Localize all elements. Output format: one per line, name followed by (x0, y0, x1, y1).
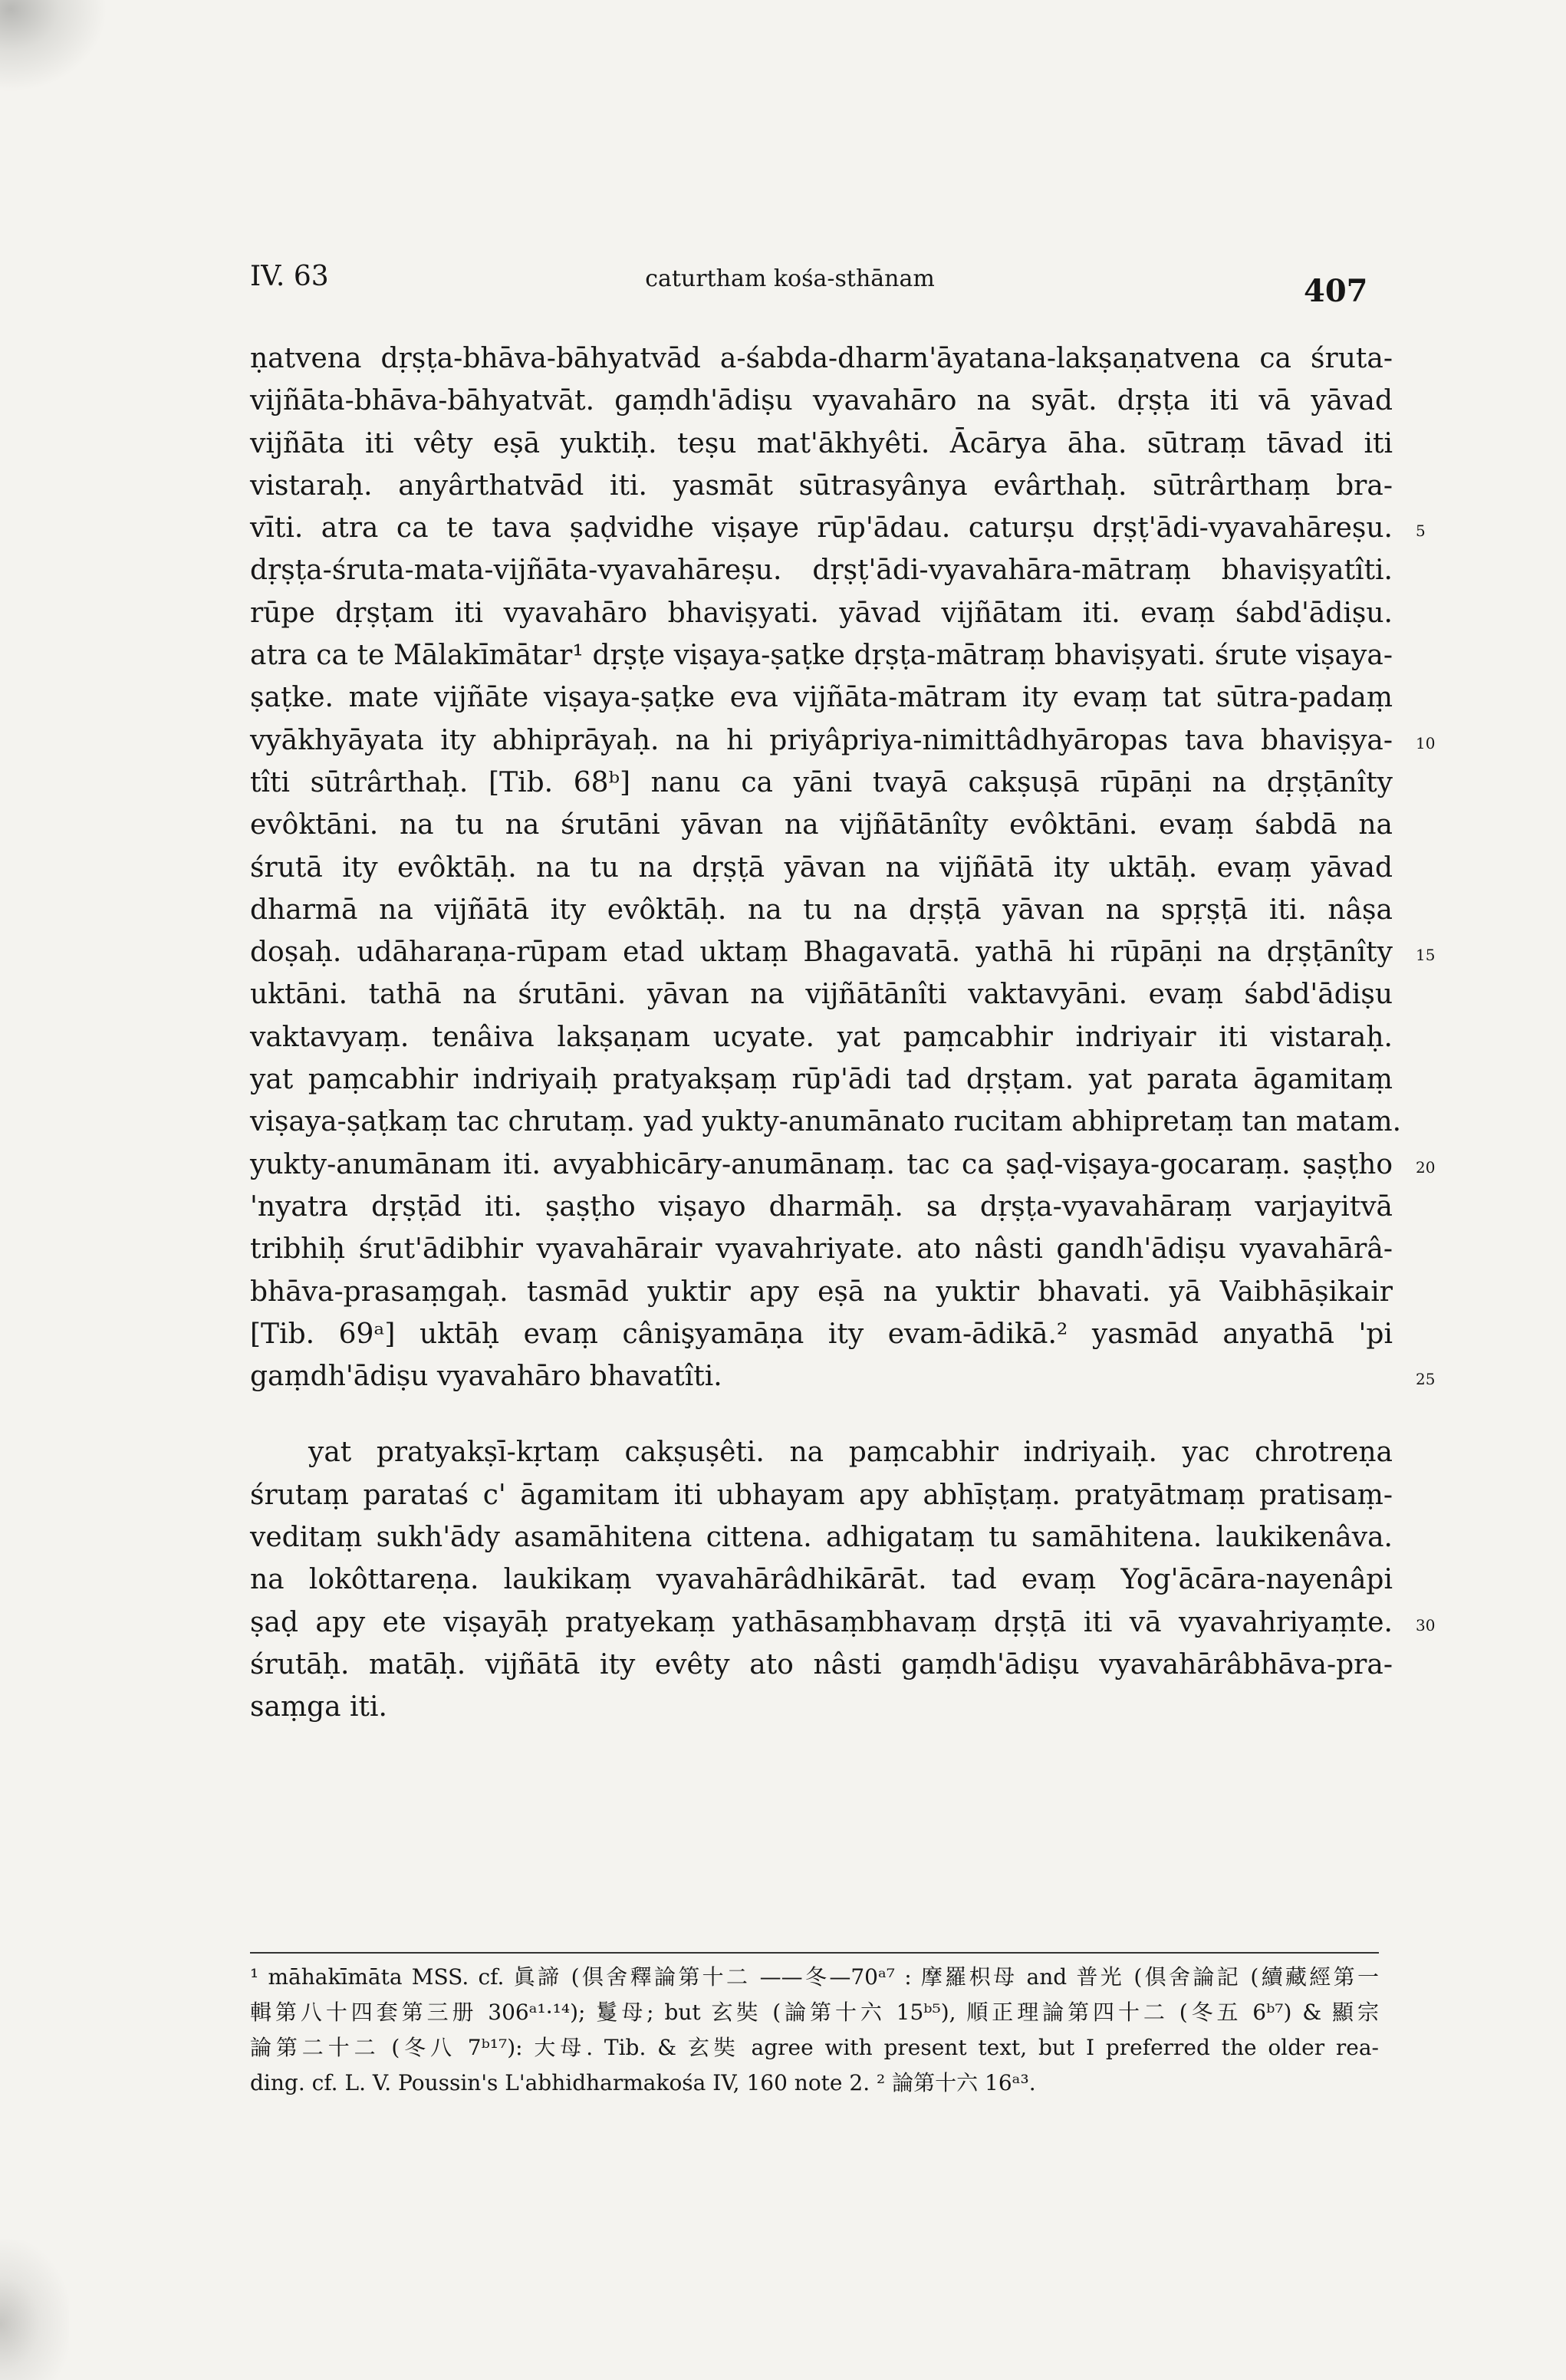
line-text: vīti. atra ca te tava ṣaḍvidhe viṣaye rūp'ādau. caturṣu dṛṣṭ'ādi-vyavahāreṣu. (250, 512, 1393, 545)
text-line: atra ca te Mālakīmātar¹ dṛṣṭe viṣaya-ṣaṭke dṛṣṭa-mātraṃ bhaviṣyati. śrute viṣaya- (250, 640, 1393, 672)
line-text: gaṃdh'ādiṣu vyavahāro bhavatîti. (250, 1361, 722, 1393)
text-line: na lokôttareṇa. laukikaṃ vyavahārâdhikārāt. tad evaṃ Yog'ācāra-nayenâpi (250, 1564, 1393, 1596)
text-line (250, 931, 1436, 973)
running-head (0, 261, 1566, 307)
text-line: śrutāḥ. matāḥ. vijñātā ity evêty ato nâsti gaṃdh'ādiṣu vyavahārâbhāva-pra- (250, 1648, 1393, 1680)
text-line: 'nyatra dṛṣṭād iti. ṣaṣṭho viṣayo dharmāḥ. sa dṛṣṭa-vyavahāraṃ varjayitvā (250, 1190, 1393, 1223)
text-line (250, 507, 1426, 549)
text-line: dharmā na vijñātā ity evôktāḥ. na tu na dṛṣṭā yāvan na spṛṣṭā iti. nâṣa (250, 894, 1393, 926)
footnotes (250, 1960, 1379, 2101)
scan-shadow-bottom (0, 2240, 69, 2380)
text-line: bhāva-prasaṃgaḥ. tasmād yuktir apy eṣā na yuktir bhavati. yā Vaibhāṣikair (250, 1276, 1393, 1308)
footnote-divider (250, 1952, 1379, 1954)
text-line (250, 1144, 1436, 1186)
line-number: 10 (1416, 733, 1436, 752)
footnote-line: ¹ māhakīmāta MSS. cf. 眞諦 (倶舍釋論第十二 ——冬—70ᵃ⁷ : 摩羅枳母 and 普光 (倶舍論記 (續藏經第一 (250, 1964, 1379, 1990)
text-line: uktāni. tathā na śrutāni. yāvan na vijñātānîti vaktavyāni. evaṃ śabd'ādiṣu (250, 979, 1393, 1011)
line-number: 30 (1416, 1615, 1436, 1634)
paragraph-gap (250, 1397, 1393, 1431)
line-number: 5 (1416, 522, 1426, 541)
text-line: yat paṃcabhir indriyaiḥ pratyakṣaṃ rūp'ādi tad dṛṣṭam. yat parata āgamitaṃ (250, 1064, 1393, 1096)
chapter-title: caturtham kośa-sthānam (645, 265, 935, 292)
footnote-line: 輯第八十四套第三册 306ᵃ¹·¹⁴); 鬘母; but 玄奘 (論第十六 15ᵇ⁵), 順正理論第四十二 (冬五 6ᵇ⁷) & 顯宗 (250, 2000, 1379, 2025)
text-line: śrutaṃ parataś c' āgamitam iti ubhayam apy abhīṣṭaṃ. pratyātmaṃ pratisaṃ- (250, 1479, 1393, 1511)
text-line: tribhiḥ śrut'ādibhir vyavahārair vyavahriyate. ato nâsti gandh'ādiṣu vyavahārâ- (250, 1233, 1393, 1266)
line-text: doṣaḥ. udāharaṇa-rūpam etad uktaṃ Bhagavatā. yathā hi rūpāṇi na dṛṣṭānîty (250, 937, 1393, 969)
text-line (250, 1601, 1436, 1644)
line-text: ṣaḍ apy ete viṣayāḥ pratyekaṃ yathāsaṃbhavaṃ dṛṣṭā iti vā vyavahriyaṃte. (250, 1606, 1393, 1638)
footnote-line: 論第二十二 (冬八 7ᵇ¹⁷): 大母. Tib. & 玄奘 agree with present text, but I preferred the older rea- (250, 2035, 1379, 2060)
text-line: ṣaṭke. mate vijñāte viṣaya-ṣaṭke eva vijñāta-mātram ity evaṃ tat sūtra-padaṃ (250, 682, 1393, 714)
line-number: 15 (1416, 946, 1436, 965)
text-line (250, 1355, 1436, 1397)
text-line: viṣaya-ṣaṭkaṃ tac chrutaṃ. yad yukty-anumānato rucitam abhipretaṃ tan matam. (250, 1106, 1402, 1138)
text-line: ṇatvena dṛṣṭa-bhāva-bāhyatvād a-śabda-dharm'āyatana-lakṣaṇatvena ca śruta- (250, 343, 1393, 374)
line-number: 20 (1416, 1157, 1436, 1177)
text-line: vijñāta-bhāva-bāhyatvāt. gaṃdh'ādiṣu vyavahāro na syāt. dṛṣṭa iti vā yāvad (250, 385, 1393, 417)
text-line: rūpe dṛṣṭam iti vyavahāro bhaviṣyati. yāvad vijñātam iti. evaṃ śabd'ādiṣu. (250, 597, 1393, 629)
text-line (250, 719, 1436, 762)
scan-shadow-top (0, 0, 107, 92)
main-text (250, 337, 1436, 1729)
page-number: 407 (1304, 273, 1368, 309)
text-line: vijñāta iti vêty eṣā yuktiḥ. teṣu mat'ākhyêti. Ācārya āha. sūtraṃ tāvad iti (250, 427, 1393, 459)
text-line: evôktāni. na tu na śrutāni yāvan na vijñātānîty evôktāni. evaṃ śabdā na (250, 809, 1393, 841)
text-line: dṛṣṭa-śruta-mata-vijñāta-vyavahāreṣu. dṛṣṭ'ādi-vyavahāra-mātraṃ bhaviṣyatîti. (250, 555, 1393, 587)
line-number: 25 (1416, 1370, 1436, 1389)
text-line: śrutā ity evôktāḥ. na tu na dṛṣṭā yāvan na vijñātā ity uktāḥ. evaṃ yāvad (250, 851, 1393, 884)
text-line: [Tib. 69ᵃ] uktāḥ evaṃ cânişyamāṇa ity evam-ādikā.² yasmād anyathā 'pi (250, 1318, 1393, 1350)
line-text: yukty-anumānam iti. avyabhicāry-anumānaṃ. tac ca ṣaḍ-viṣaya-gocaraṃ. ṣaṣṭho (250, 1148, 1393, 1180)
text-line: veditaṃ sukh'ādy asamāhitena cittena. adhigataṃ tu samāhitena. laukikenâva. (250, 1522, 1393, 1554)
line-text: vyākhyāyata ity abhiprāyaḥ. na hi priyâpriya-nimittâdhyāropas tava bhaviṣya- (250, 724, 1393, 756)
text-line: tîti sūtrârthaḥ. [Tib. 68ᵇ] nanu ca yāni tvayā cakṣuṣā rūpāṇi na dṛṣṭānîty (250, 766, 1393, 798)
section-ref: IV. 63 (250, 261, 329, 292)
text-line: yat pratyakṣī-kṛtaṃ cakṣuṣêti. na paṃcabhir indriyaiḥ. yac chrotreṇa (308, 1437, 1393, 1469)
text-line: vaktavyaṃ. tenâiva lakṣaṇam ucyate. yat paṃcabhir indriyair iti vistaraḥ. (250, 1021, 1393, 1053)
text-line: saṃga iti. (250, 1691, 387, 1723)
footnote-line: ding. cf. L. V. Poussin's L'abhidharmakośa IV, 160 note 2. ² 論第十六 16ᵃ³. (250, 2070, 1036, 2095)
text-line: vistaraḥ. anyârthatvād iti. yasmāt sūtrasyânya evârthaḥ. sūtrârthaṃ bra- (250, 469, 1393, 502)
